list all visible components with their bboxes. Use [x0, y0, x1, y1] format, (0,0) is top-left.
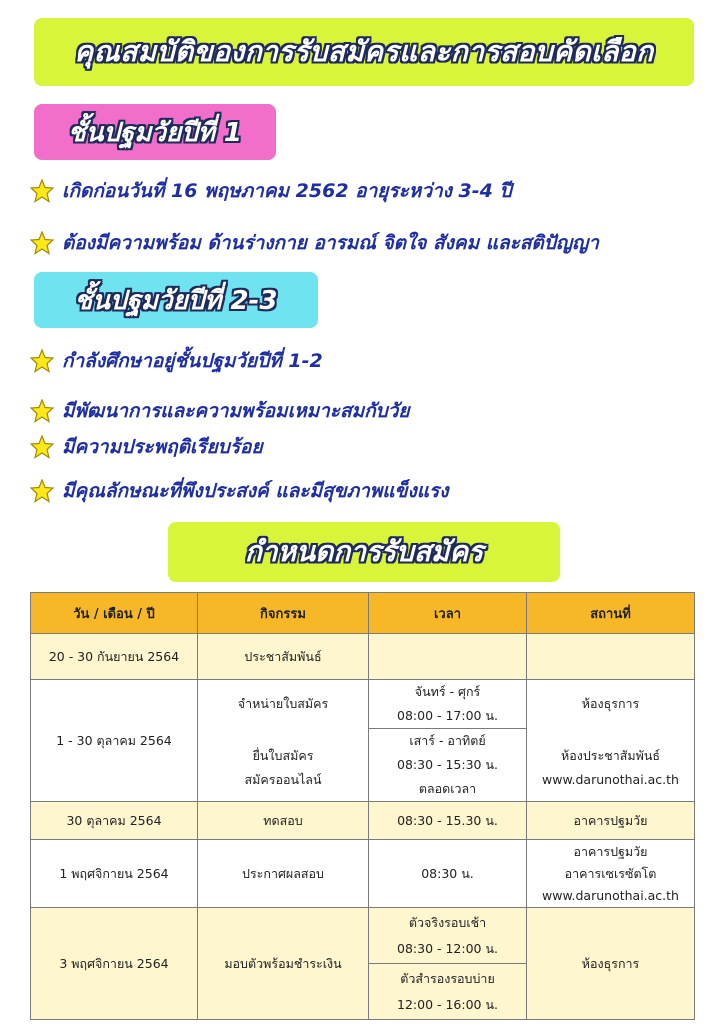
table-row	[31, 908, 695, 964]
level23-item-text: มีความประพฤติเรียบร้อย	[62, 436, 263, 458]
weekend-hours: 08:30 - 15:30 น.	[397, 757, 498, 772]
schedule-table	[30, 592, 695, 1020]
level1-item	[30, 176, 512, 206]
website: www.darunothai.ac.th	[542, 771, 679, 787]
star-icon	[30, 479, 54, 503]
main-hours: 08:30 - 12:00 น.	[397, 940, 498, 956]
website: www.darunothai.ac.th	[542, 887, 679, 903]
row1-activity: ประชาสัมพันธ์	[198, 634, 369, 680]
level23-item	[30, 476, 449, 506]
online-label: สมัครออนไลน์	[244, 771, 322, 787]
table-row	[31, 634, 695, 680]
header-activity: กิจกรรม	[198, 593, 369, 634]
star-icon	[30, 179, 54, 203]
reserve-hours: 12:00 - 16:00 น.	[397, 996, 498, 1012]
level23-item-text: กำลังศึกษาอยู่ชั้นปฐมวัยปีที่ 1-2	[62, 350, 323, 372]
star-icon	[30, 349, 54, 373]
schedule-heading: กำหนดการรับสมัคร	[168, 522, 560, 582]
level1-item-text: ต้องมีความพร้อม ด้านร่างกาย อารมณ์ จิตใจ สังคม และสติปัญญา	[62, 232, 599, 254]
weekday-label: จันทร์ - ศุกร์	[414, 684, 481, 699]
page-title: คุณสมบัติของการรับสมัครและการสอบคัดเลือก	[34, 18, 694, 86]
header-date: วัน / เดือน / ปี	[31, 593, 198, 634]
row4-time: 08:30 น.	[369, 840, 527, 908]
table-row	[31, 680, 695, 729]
row2-activity-sell: จำหน่ายใบสมัคร	[198, 680, 369, 729]
row5-date: 3 พฤศจิกายน 2564	[31, 908, 198, 1020]
main-label: ตัวจริงรอบเช้า	[408, 914, 487, 930]
place-building2: อาคารเซเรซัตโต	[564, 865, 657, 881]
row3-time: 08:30 - 15.30 น.	[369, 802, 527, 840]
level23-item	[30, 432, 263, 462]
row5-activity: มอบตัวพร้อมชำระเงิน	[198, 908, 369, 1020]
row2-activity-submit	[198, 729, 369, 802]
header-time: เวลา	[369, 593, 527, 634]
row2-time-weekday	[369, 680, 527, 729]
row2-place-pr	[527, 729, 695, 802]
row2-place-office: ห้องธุรการ	[527, 680, 695, 729]
weekend-label: เสาร์ - อาทิตย์	[409, 733, 486, 748]
place-building1: อาคารปฐมวัย	[573, 843, 648, 859]
row1-time	[369, 634, 527, 680]
row5-time-reserve	[369, 964, 527, 1020]
pr-room: ห้องประชาสัมพันธ์	[561, 747, 660, 763]
level23-heading: ชั้นปฐมวัยปีที่ 2-3	[34, 272, 318, 328]
row1-place	[527, 634, 695, 680]
row3-place: อาคารปฐมวัย	[527, 802, 695, 840]
star-icon	[30, 231, 54, 255]
level1-item-text: เกิดก่อนวันที่ 16 พฤษภาคม 2562 อายุระหว่าง 3-4 ปี	[62, 180, 512, 202]
star-icon	[30, 399, 54, 423]
level23-item	[30, 396, 409, 426]
table-row	[31, 840, 695, 908]
row4-activity: ประกาศผลสอบ	[198, 840, 369, 908]
row3-activity: ทดสอบ	[198, 802, 369, 840]
star-icon	[30, 435, 54, 459]
row2-time-weekend	[369, 729, 527, 802]
row1-date: 20 - 30 กันยายน 2564	[31, 634, 198, 680]
weekday-hours: 08:00 - 17:00 น.	[397, 708, 498, 723]
row4-date: 1 พฤศจิกายน 2564	[31, 840, 198, 908]
reserve-label: ตัวสำรองรอบบ่าย	[400, 970, 495, 986]
submit-label: ยื่นใบสมัคร	[252, 747, 314, 763]
header-place: สถานที่	[527, 593, 695, 634]
level23-item-text: มีพัฒนาการและความพร้อมเหมาะสมกับวัย	[62, 400, 410, 422]
level1-item	[30, 228, 599, 258]
level1-heading: ชั้นปฐมวัยปีที่ 1	[34, 104, 276, 160]
row2-date: 1 - 30 ตุลาคม 2564	[31, 680, 198, 802]
row5-place: ห้องธุรการ	[527, 908, 695, 1020]
level23-item-text: มีคุณลักษณะที่พึงประสงค์ และมีสุขภาพแข็งแรง	[62, 480, 449, 502]
row3-date: 30 ตุลาคม 2564	[31, 802, 198, 840]
level23-item	[30, 346, 323, 376]
table-row	[31, 802, 695, 840]
online-hours: ตลอดเวลา	[418, 781, 477, 796]
row4-place	[527, 840, 695, 908]
row5-time-main	[369, 908, 527, 964]
